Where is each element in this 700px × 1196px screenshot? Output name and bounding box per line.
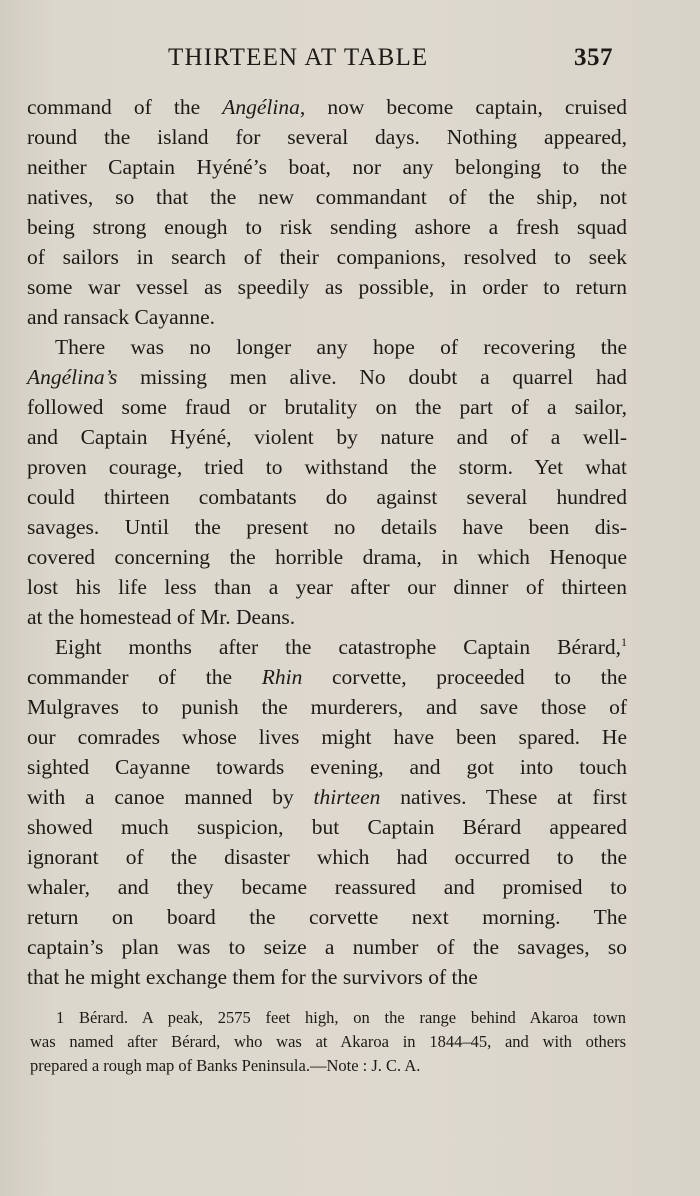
text-line bbox=[27, 692, 627, 722]
text-line bbox=[27, 182, 627, 212]
line-text: being strong enough to risk sending ashore a fresh squad bbox=[27, 215, 627, 239]
text-line bbox=[27, 242, 627, 272]
line-text: of sailors in search of their companions, resolved to seek bbox=[27, 245, 627, 269]
line-text: and Captain Hyéné, violent by nature and of a well- bbox=[27, 425, 627, 449]
text-line bbox=[27, 212, 627, 242]
text-line bbox=[27, 932, 627, 962]
line-text: , now become captain, cruised bbox=[299, 95, 627, 119]
line-text: neither Captain Hyéné’s boat, nor any belonging to the bbox=[27, 155, 627, 179]
footnote-line: prepared a rough map of Banks Peninsula.—Note : J. C. A. bbox=[30, 1056, 421, 1075]
text-line bbox=[27, 452, 627, 482]
line-text: and ransack Cayanne. bbox=[27, 305, 216, 329]
line-text: covered concerning the horrible drama, in which Henoque bbox=[27, 545, 627, 569]
line-text: natives, so that the new commandant of the ship, not bbox=[27, 185, 627, 209]
text-line bbox=[27, 392, 627, 422]
line-text: sighted Cayanne towards evening, and got into touch bbox=[27, 755, 627, 779]
text-line bbox=[27, 782, 627, 812]
text-line bbox=[27, 512, 627, 542]
text-line bbox=[27, 962, 627, 992]
line-text: followed some fraud or brutality on the part of a sailor, bbox=[27, 395, 627, 419]
line-text: ignorant of the disaster which had occurred to the bbox=[27, 845, 627, 869]
line-text: round the island for several days. Nothing appeared, bbox=[27, 125, 627, 149]
body-text bbox=[27, 92, 627, 992]
text-line bbox=[27, 812, 627, 842]
text-line bbox=[27, 482, 627, 512]
line-text: some war vessel as speedily as possible, in order to return bbox=[27, 275, 627, 299]
italic-text: thirteen bbox=[313, 785, 381, 809]
text-line bbox=[27, 632, 627, 662]
footnote bbox=[30, 1006, 626, 1078]
text-line bbox=[27, 362, 627, 392]
line-text: at the homestead of Mr. Deans. bbox=[27, 605, 296, 629]
line-text: with a canoe manned by bbox=[27, 785, 314, 809]
footnote-ref: 1 bbox=[621, 634, 627, 649]
line-text: Eight months after the catastrophe Captain Bérard, bbox=[55, 635, 621, 659]
text-line bbox=[27, 332, 627, 362]
text-line bbox=[27, 752, 627, 782]
line-text: commander of the bbox=[27, 665, 262, 689]
line-text: lost his life less than a year after our dinner of thirteen bbox=[27, 575, 627, 599]
footnote-line: 1 Bérard. A peak, 2575 feet high, on the range behind Akaroa town bbox=[56, 1008, 626, 1027]
line-text: natives. These at first bbox=[380, 785, 628, 809]
text-line bbox=[27, 272, 627, 302]
text-line bbox=[27, 602, 627, 632]
line-text: return on board the corvette next morning. The bbox=[27, 905, 627, 929]
line-text: captain’s plan was to seize a number of the savages, so bbox=[27, 935, 627, 959]
line-text: that he might exchange them for the survivors of the bbox=[27, 965, 478, 989]
running-title: THIRTEEN AT TABLE bbox=[168, 44, 429, 71]
line-text: corvette, proceeded to the bbox=[302, 665, 627, 689]
italic-text: Rhin bbox=[261, 665, 303, 689]
line-text: could thirteen combatants do against several hundred bbox=[27, 485, 627, 509]
page-number: 357 bbox=[574, 44, 613, 71]
text-line bbox=[27, 302, 627, 332]
footnote-line: was named after Bérard, who was at Akaroa in 1844–45, and with others bbox=[30, 1032, 626, 1051]
line-text: our comrades whose lives might have been spared. He bbox=[27, 725, 627, 749]
line-text: whaler, and they became reassured and promised to bbox=[27, 875, 627, 899]
text-line bbox=[27, 92, 627, 122]
text-line bbox=[27, 872, 627, 902]
line-text: command of the bbox=[27, 95, 223, 119]
text-line bbox=[27, 152, 627, 182]
text-line bbox=[27, 572, 627, 602]
text-line bbox=[27, 422, 627, 452]
line-text: proven courage, tried to withstand the storm. Yet what bbox=[27, 455, 627, 479]
line-text: savages. Until the present no details have been dis- bbox=[27, 515, 627, 539]
page-header bbox=[0, 40, 700, 80]
italic-text: Angélina bbox=[222, 95, 300, 119]
text-line bbox=[27, 542, 627, 572]
line-text: missing men alive. No doubt a quarrel had bbox=[117, 365, 627, 389]
line-text: There was no longer any hope of recovering the bbox=[55, 335, 627, 359]
text-line bbox=[27, 842, 627, 872]
line-text: Mulgraves to punish the murderers, and save those of bbox=[27, 695, 627, 719]
text-line bbox=[27, 662, 627, 692]
text-line bbox=[27, 902, 627, 932]
italic-text: Angélina’s bbox=[27, 365, 118, 389]
text-line bbox=[27, 722, 627, 752]
text-line bbox=[27, 122, 627, 152]
line-text: showed much suspicion, but Captain Bérard appeared bbox=[27, 815, 627, 839]
